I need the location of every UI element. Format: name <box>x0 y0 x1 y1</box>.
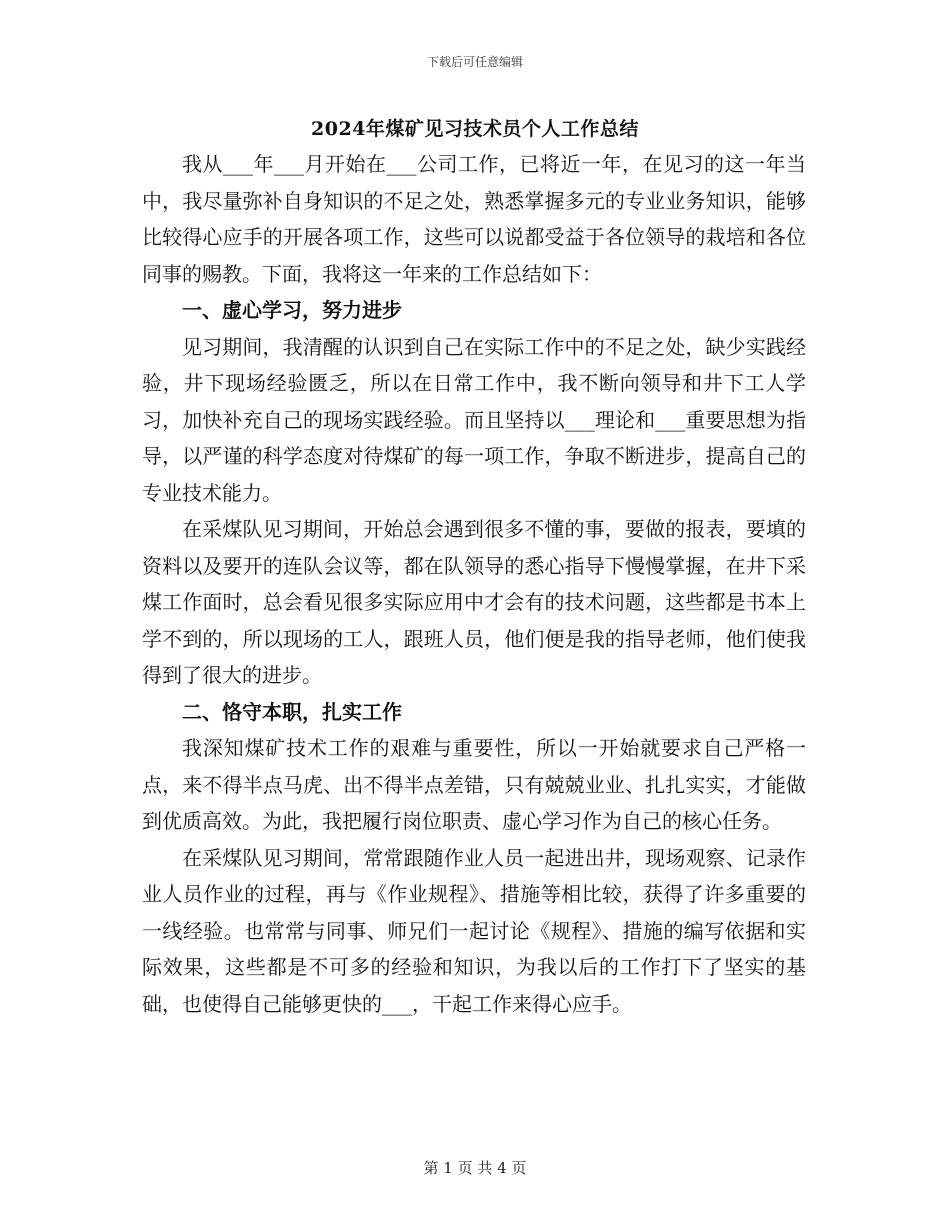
section-1-paragraph-1: 见习期间，我清醒的认识到自己在实际工作中的不足之处，缺少实践经验，井下现场经验匮乏，所以在日常工作中，我不断向领导和井下工人学习，加快补充自己的现场实践经验。而且坚持以___理论和___重要思想为指导，以严谨的科学态度对待煤矿的每一项工作，争取不断进步，提高自己的专业技术能力。 <box>142 334 806 505</box>
document-title: 2024年煤矿见习技术员个人工作总结 <box>311 118 639 140</box>
section-1-heading: 一、虚心学习，努力进步 <box>182 298 402 322</box>
page-number-footer: 第 1 页 共 4 页 <box>423 1159 527 1177</box>
section-1-paragraph-2: 在采煤队见习期间，开始总会遇到很多不懂的事，要做的报表，要填的资料以及要开的连队会议等，都在队领导的悉心指导下慢慢掌握，在井下采煤工作面时，总会看见很多实际应用中才会有的技术问题，这些都是书本上学不到的，所以现场的工人，跟班人员，他们便是我的指导老师，他们使我得到了很大的进步。 <box>142 517 806 687</box>
document-body <box>142 146 806 1022</box>
section-2-paragraph-2: 在采煤队见习期间，常常跟随作业人员一起进出井，现场观察、记录作业人员作业的过程，再与《作业规程》、措施等相比较，获得了许多重要的一线经验。也常常与同事、师兄们一起讨论《规程》、措施的编写依据和实际效果，这些都是不可多的经验和知识，为我以后的工作打下了坚实的基础，也使得自己能够更快的___，干起工作来得心应手。 <box>142 845 806 1016</box>
section-2-paragraph-1: 我深知煤矿技术工作的艰难与重要性，所以一开始就要求自己严格一点，来不得半点马虎、出不得半点差错，只有兢兢业业、扎扎实实，才能做到优质高效。为此，我把履行岗位职责、虚心学习作为自己的核心任务。 <box>142 736 806 833</box>
section-2-heading: 二、恪守本职，扎实工作 <box>182 699 402 724</box>
header-note: 下载后可任意编辑 <box>426 55 523 69</box>
intro-paragraph: 我从___年___月开始在___公司工作，已将近一年，在见习的这一年当中，我尽量弥补自身知识的不足之处，熟悉掌握多元的专业业务知识，能够比较得心应手的开展各项工作，这些可以说都受益于各位领导的栽培和各位同事的赐教。下面，我将这一年来的工作总结如下： <box>142 152 806 286</box>
